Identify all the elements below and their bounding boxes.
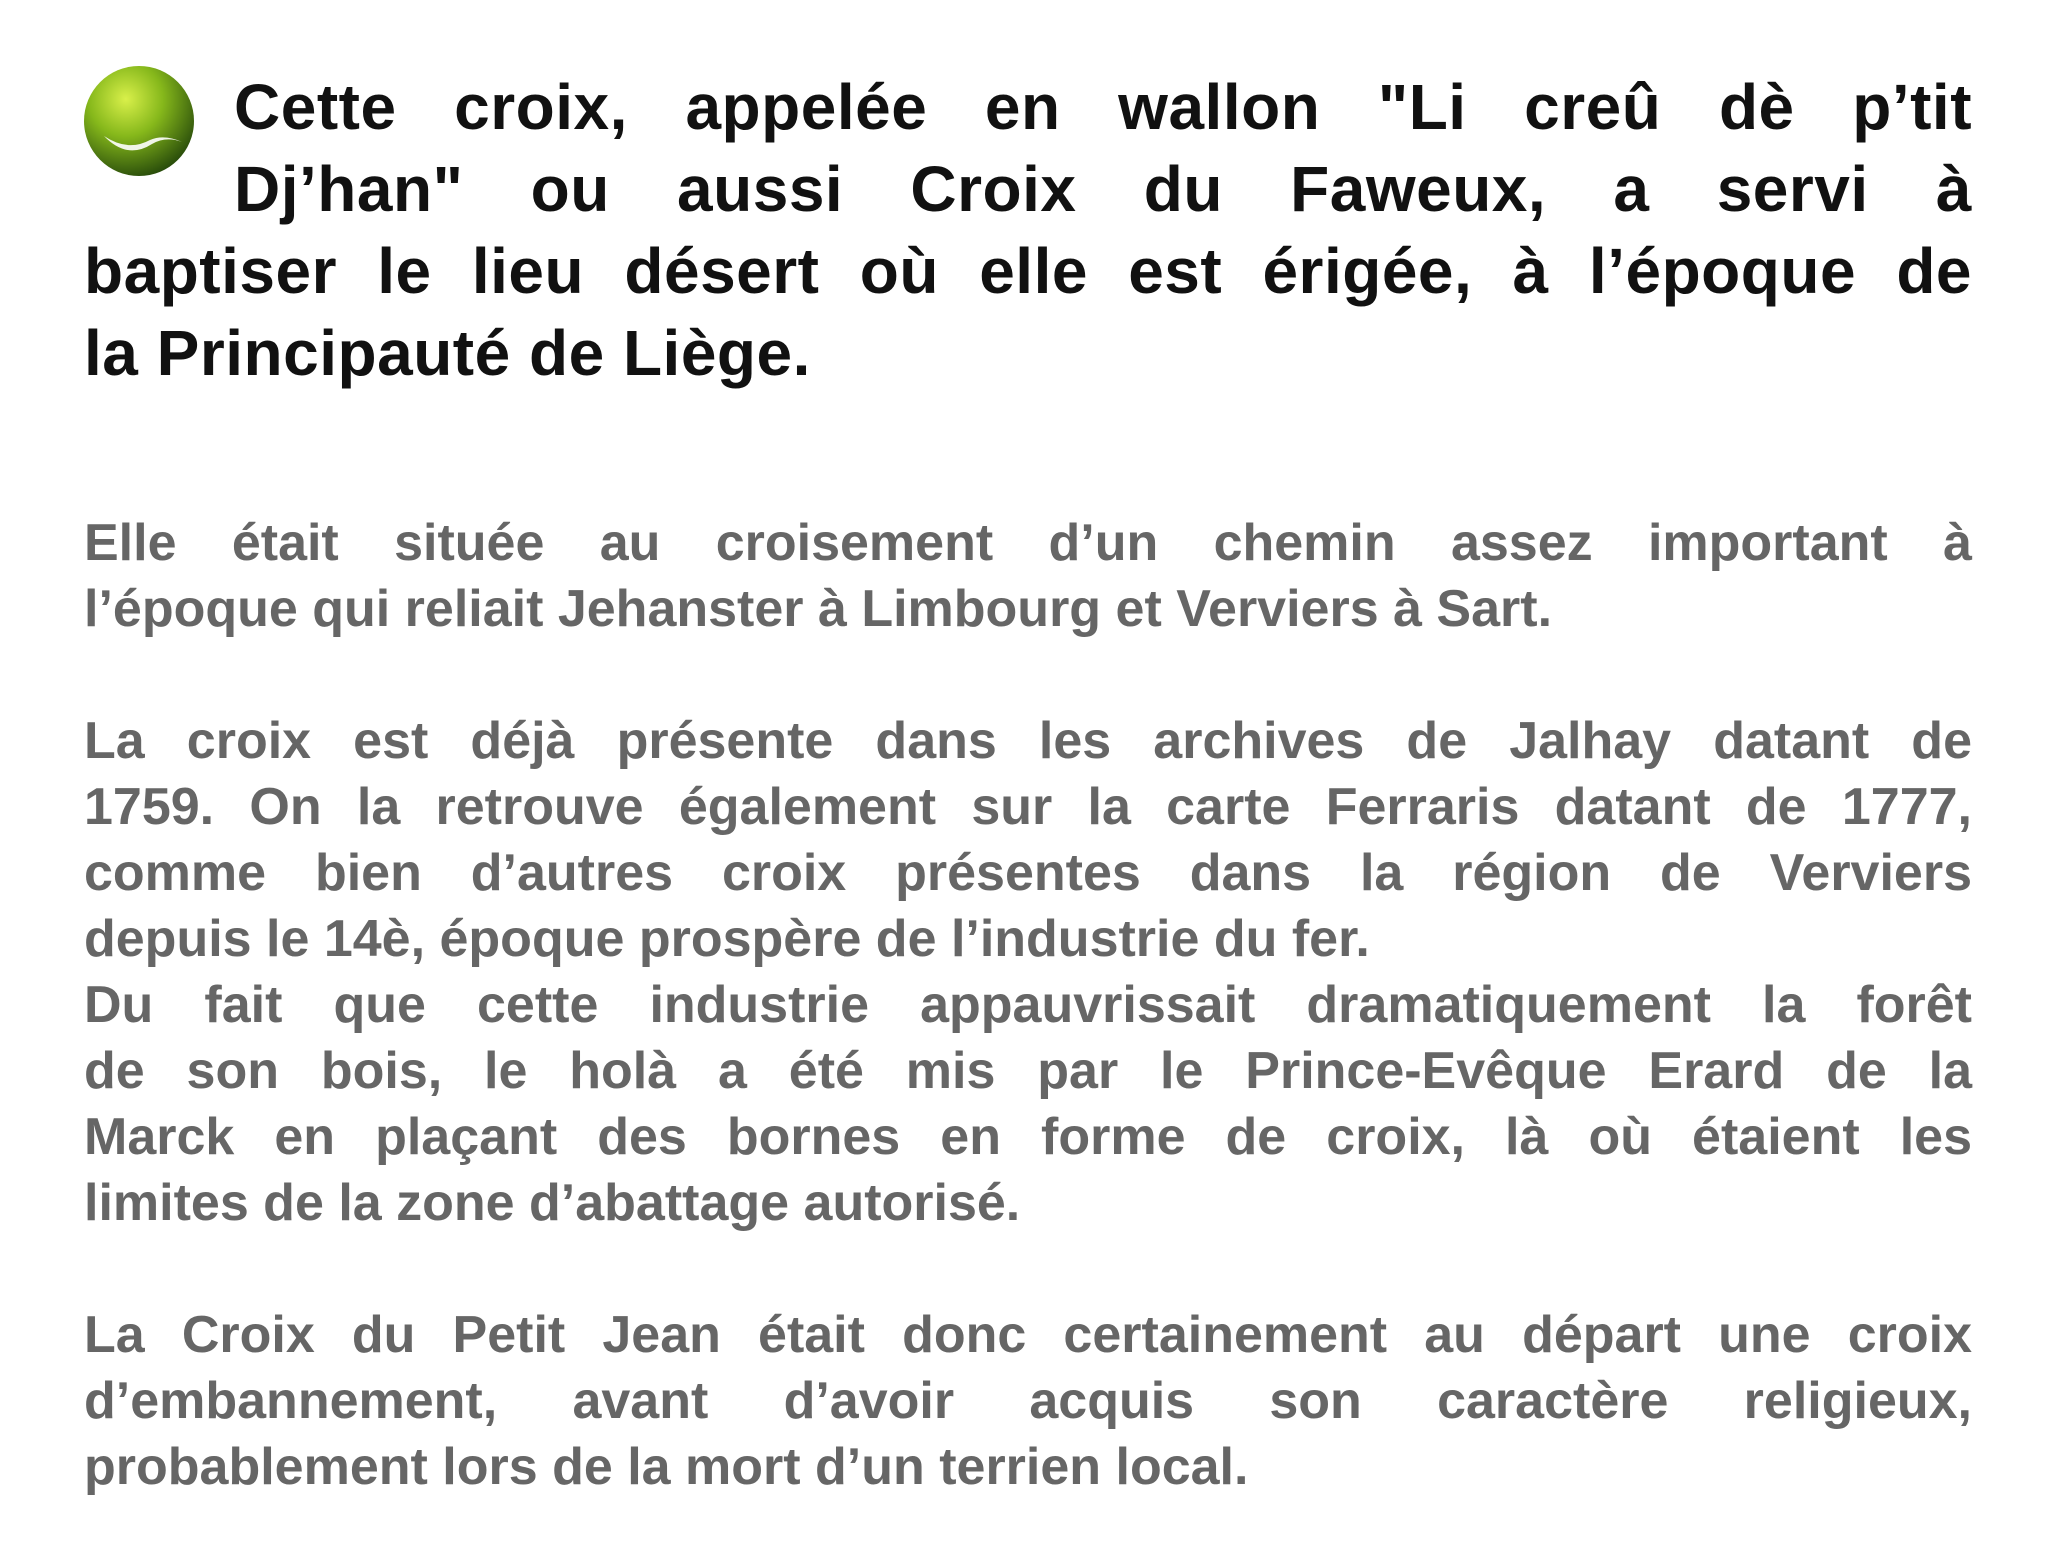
paragraph-line: comme bien d’autres croix présentes dans la région de Verviers — [84, 844, 1972, 902]
lead-line: Cette croix, appelée en wallon "Li creû dè p’tit — [234, 71, 1972, 143]
paragraph-line: La Croix du Petit Jean était donc certainement au départ une croix — [84, 1306, 1972, 1364]
paragraph-industry — [84, 972, 1972, 1236]
lead-line: Dj’han" ou aussi Croix du Faweux, a servi à — [234, 153, 1972, 225]
paragraph-archives — [84, 708, 1972, 972]
paragraph-location — [84, 510, 1972, 642]
paragraph-line: Elle était située au croisement d’un chemin assez important à — [84, 514, 1972, 572]
paragraph-line: La croix est déjà présente dans les archives de Jalhay datant de — [84, 712, 1972, 770]
lead-line: baptiser le lieu désert où elle est érigée, à l’époque de — [84, 235, 1972, 307]
paragraph-line: 1759. On la retrouve également sur la carte Ferraris datant de 1777, — [84, 778, 1972, 836]
paragraph-line: Du fait que cette industrie appauvrissait dramatiquement la forêt — [84, 976, 1972, 1034]
document-body — [84, 66, 1972, 1500]
paragraph-line: l’époque qui reliait Jehanster à Limbourg et Verviers à Sart. — [84, 580, 1553, 638]
paragraph-line: Marck en plaçant des bornes en forme de croix, là où étaient les — [84, 1108, 1972, 1166]
paragraph-line: limites de la zone d’abattage autorisé. — [84, 1174, 1021, 1232]
paragraph-conclusion — [84, 1302, 1972, 1500]
lead-paragraph — [84, 66, 1972, 394]
lead-line: la Principauté de Liège. — [84, 317, 811, 389]
paragraph-line: d’embannement, avant d’avoir acquis son caractère religieux, — [84, 1372, 1972, 1430]
paragraph-line: depuis le 14è, époque prospère de l’industrie du fer. — [84, 910, 1370, 968]
paragraph-line: de son bois, le holà a été mis par le Prince-Evêque Erard de la — [84, 1042, 1972, 1100]
paragraph-line: probablement lors de la mort d’un terrien local. — [84, 1438, 1249, 1496]
